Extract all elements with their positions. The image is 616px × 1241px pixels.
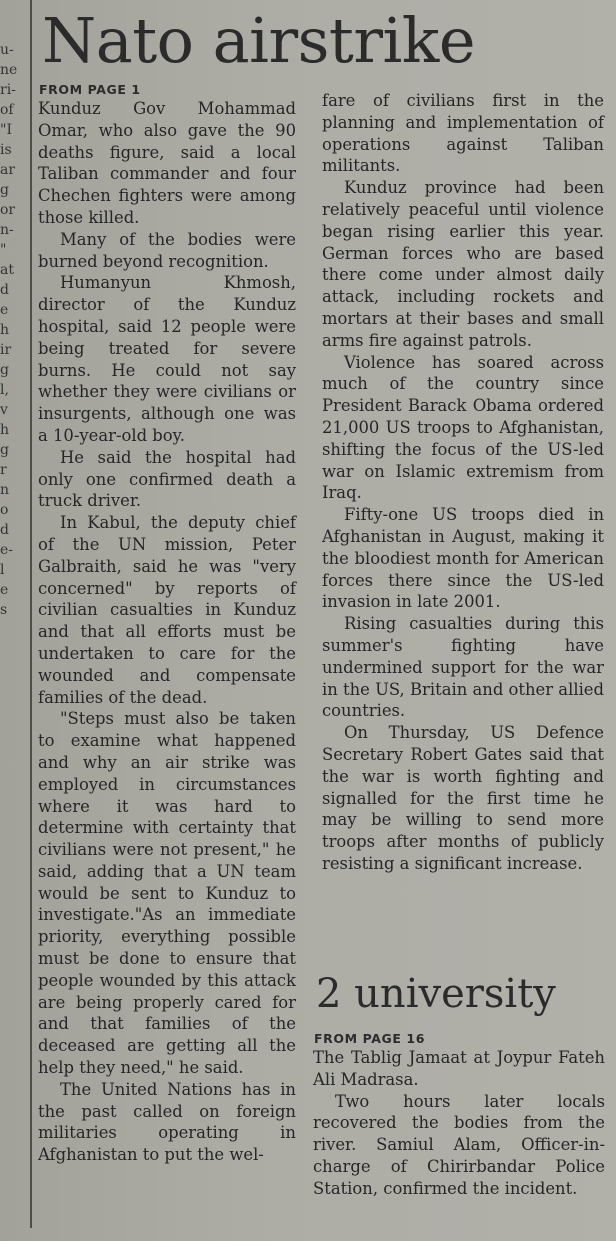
- column-rule: [30, 0, 32, 1228]
- fragment-line: e: [0, 582, 9, 598]
- paragraph: The Tablig Jamaat at Joypur Fateh Ali Madrasa.: [313, 1048, 605, 1089]
- fragment-line: ri-: [0, 82, 16, 98]
- paragraph: Many of the bodies were burned beyond recognition.: [38, 229, 296, 271]
- paragraph: The United Nations has in the past called on foreign militaries operating in Afghanistan to put the wel-: [38, 1079, 296, 1165]
- paragraph: On Thursday, US Defence Secretary Robert Gates said that the war is worth fighting and signalled for the first time he may be willing to send more troops after months of publicly resisting a significant increase.: [322, 723, 604, 873]
- paragraph: Violence has soared across much of the country since President Barack Obama ordered 21,000 US troops to Afghanistan, shifting the focus of the US-led war on Islamic extremism from Iraq.: [322, 352, 604, 503]
- headline-nato-airstrike: Nato airstrike: [42, 4, 476, 77]
- kicker-from-page-16: FROM PAGE 16: [314, 1031, 426, 1046]
- paragraph: "Steps must also be taken to examine what happened and why an air strike was employed in circumstances where it was hard to determine with certainty that civilians were not present," he said, adding that a UN team would be sent to Kunduz to investigate."As an immediate priority, everything possible must be done to ensure that people wounded by this attack are being properly cared for and that families of the deceased are getting all the help they need," he said.: [38, 709, 296, 1078]
- paragraph: Fifty-one US troops died in Afghanistan in August, making it the bloodiest month for American forces there since the US-led invasion in late 2001.: [322, 505, 604, 612]
- paragraph: Kunduz province had been relatively peaceful until violence began rising earlier this year. German forces who are based there come under almost daily attack, including rockets and mortars at their bases and small arms fire against patrols.: [322, 178, 604, 350]
- fragment-line: s: [0, 602, 8, 618]
- fragment-line: g: [0, 362, 9, 378]
- fragment-line: d: [0, 522, 9, 538]
- fragment-line: ir: [0, 342, 12, 358]
- adjacent-column-fragments: [0, 0, 22, 660]
- fragment-line: n: [0, 482, 10, 498]
- fragment-line: "I: [0, 122, 12, 138]
- kicker-from-page-1: FROM PAGE 1: [39, 82, 141, 97]
- paragraph: In Kabul, the deputy chief of the UN mission, Peter Galbraith, said he was "very concerned" by reports of civilian casualties in Kunduz and that all efforts must be undertaken to care for the wounded and compensate families of the dead.: [38, 513, 296, 707]
- fragment-line: ": [0, 242, 7, 258]
- fragment-line: of: [0, 102, 14, 118]
- paragraph: Two hours later locals recovered the bodies from the river. Samiul Alam, Officer-in-charge of Chirirbandar Police Station, confirmed the incident.: [313, 1091, 605, 1198]
- paragraph: He said the hospital had only one confirmed death a truck driver.: [38, 447, 296, 511]
- story-column-1: [38, 82, 296, 1166]
- story-column-2: [322, 90, 604, 875]
- headline-2-university: 2 university: [316, 971, 556, 1017]
- paragraph: Humanyun Khmosh, director of the Kunduz hospital, said 12 people were being treated for severe burns. He could not say whether they were civilians or insurgents, although one was a 10-year-old boy.: [38, 273, 296, 445]
- fragment-line: l: [0, 562, 5, 578]
- story-2-column: [313, 1031, 605, 1200]
- fragment-line: g: [0, 182, 9, 198]
- fragment-line: at: [0, 262, 14, 278]
- fragment-line: g: [0, 442, 9, 458]
- fragment-line: o: [0, 502, 9, 518]
- paragraph: fare of civilians first in the planning and implementation of operations against Taliban militants.: [322, 91, 604, 176]
- fragment-line: n-: [0, 222, 14, 238]
- fragment-line: u-: [0, 42, 14, 58]
- fragment-line: e-: [0, 542, 14, 558]
- fragment-line: d: [0, 282, 9, 298]
- fragment-line: r: [0, 462, 7, 478]
- fragment-line: v: [0, 402, 8, 418]
- fragment-line: l,: [0, 382, 9, 398]
- fragment-line: or: [0, 202, 16, 218]
- fragment-line: e: [0, 302, 9, 318]
- fragment-line: ar: [0, 162, 16, 178]
- paragraph: Rising casualties during this summer's fighting have undermined support for the war in the US, Britain and other allied countries.: [322, 614, 604, 721]
- fragment-line: is: [0, 142, 12, 158]
- fragment-line: h: [0, 422, 10, 438]
- fragment-line: ne: [0, 62, 18, 78]
- paragraph: Kunduz Gov Mohammad Omar, who also gave the 90 deaths figure, said a local Taliban commander and four Chechen fighters were among those killed.: [38, 99, 296, 227]
- fragment-line: h: [0, 322, 10, 338]
